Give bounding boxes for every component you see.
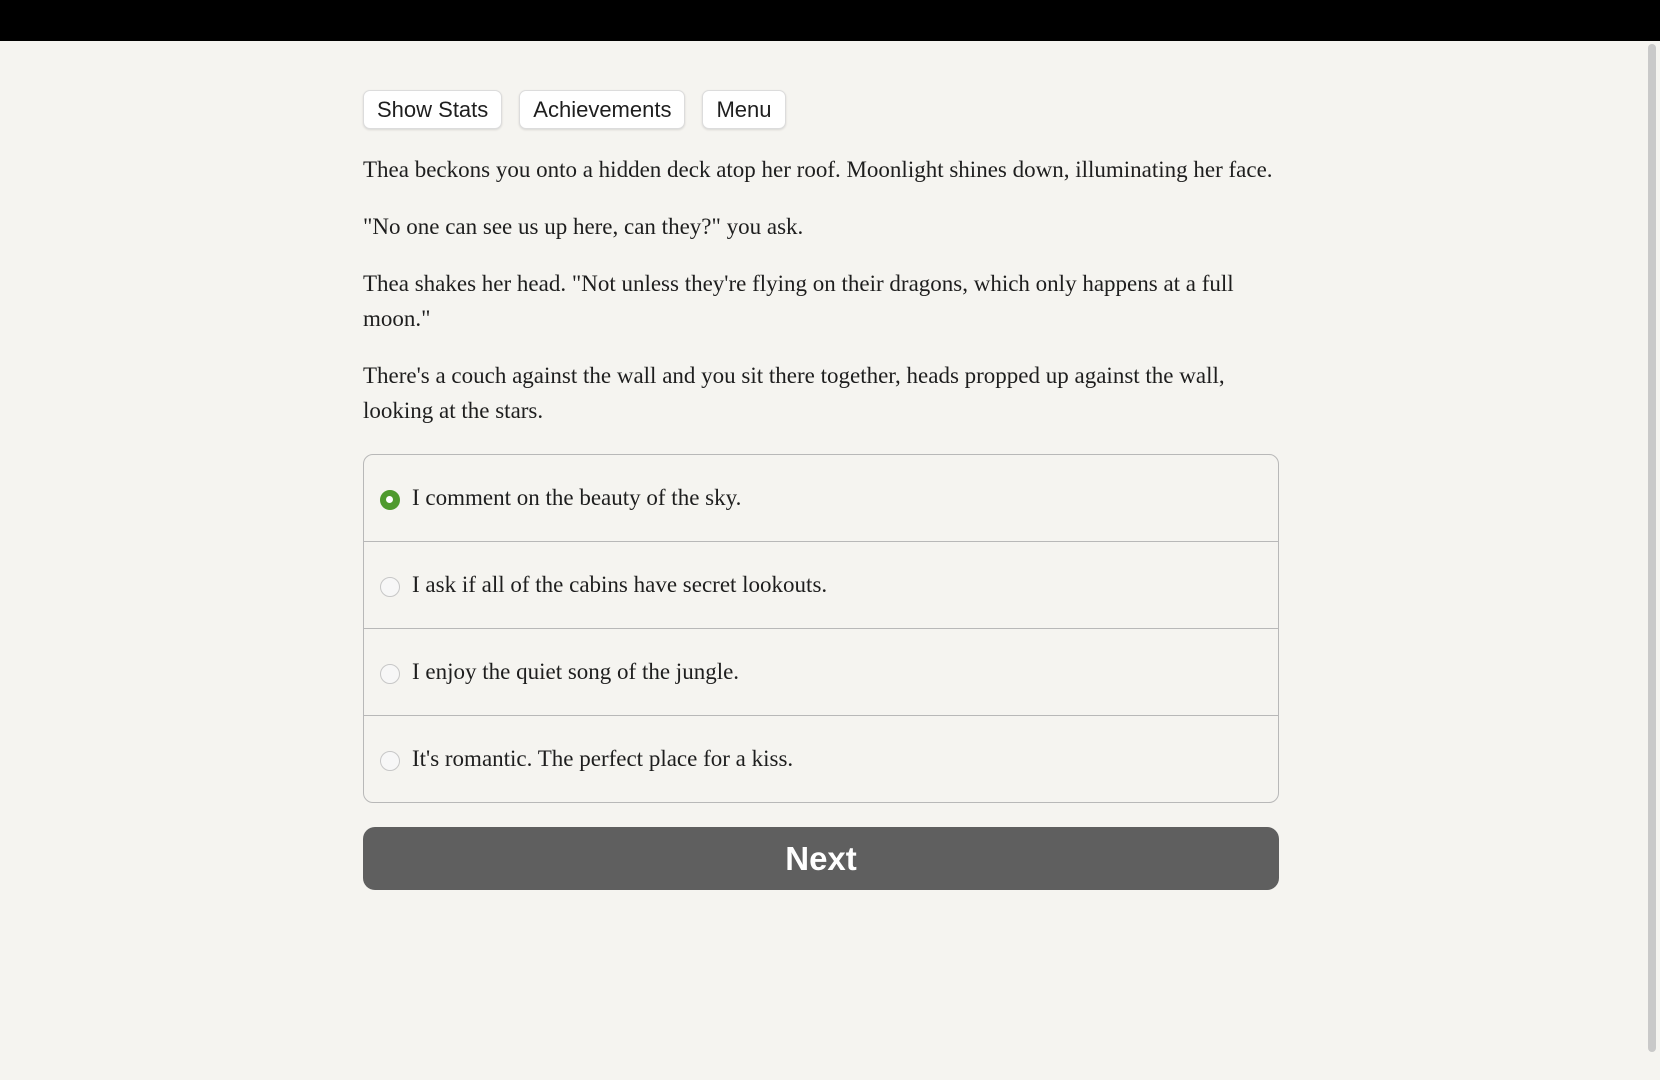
next-button[interactable]: Next bbox=[363, 827, 1279, 890]
choice-option-4[interactable] bbox=[364, 715, 1278, 802]
choice-option-3[interactable] bbox=[364, 628, 1278, 715]
choice-list bbox=[363, 454, 1279, 803]
choice-option-2[interactable] bbox=[364, 541, 1278, 628]
radio-icon[interactable] bbox=[380, 751, 400, 771]
story-paragraph: Thea shakes her head. "Not unless they're flying on their dragons, which only happens at a full moon." bbox=[363, 271, 1234, 331]
story-paragraph: Thea beckons you onto a hidden deck atop her roof. Moonlight shines down, illuminating her face. bbox=[363, 157, 1273, 182]
window-top-bar bbox=[0, 0, 1660, 41]
choice-label: I enjoy the quiet song of the jungle. bbox=[412, 659, 740, 684]
choice-label: I comment on the beauty of the sky. bbox=[412, 485, 742, 510]
choice-label: It's romantic. The perfect place for a kiss. bbox=[412, 746, 794, 771]
choice-label: I ask if all of the cabins have secret lookouts. bbox=[412, 572, 828, 597]
radio-icon[interactable] bbox=[380, 577, 400, 597]
menu-button[interactable]: Menu bbox=[702, 90, 785, 129]
radio-icon[interactable] bbox=[380, 664, 400, 684]
game-content bbox=[363, 90, 1279, 890]
story-paragraph: There's a couch against the wall and you sit there together, heads propped up against the wall, looking at the stars. bbox=[363, 363, 1225, 423]
scrollbar-thumb[interactable] bbox=[1648, 44, 1656, 1052]
story-text bbox=[363, 152, 1279, 428]
story-paragraph: "No one can see us up here, can they?" you ask. bbox=[363, 214, 804, 239]
show-stats-button[interactable]: Show Stats bbox=[363, 90, 502, 129]
achievements-button[interactable]: Achievements bbox=[519, 90, 685, 129]
radio-selected-icon[interactable] bbox=[380, 490, 400, 510]
choice-option-1[interactable] bbox=[364, 455, 1278, 541]
toolbar bbox=[363, 90, 1279, 129]
